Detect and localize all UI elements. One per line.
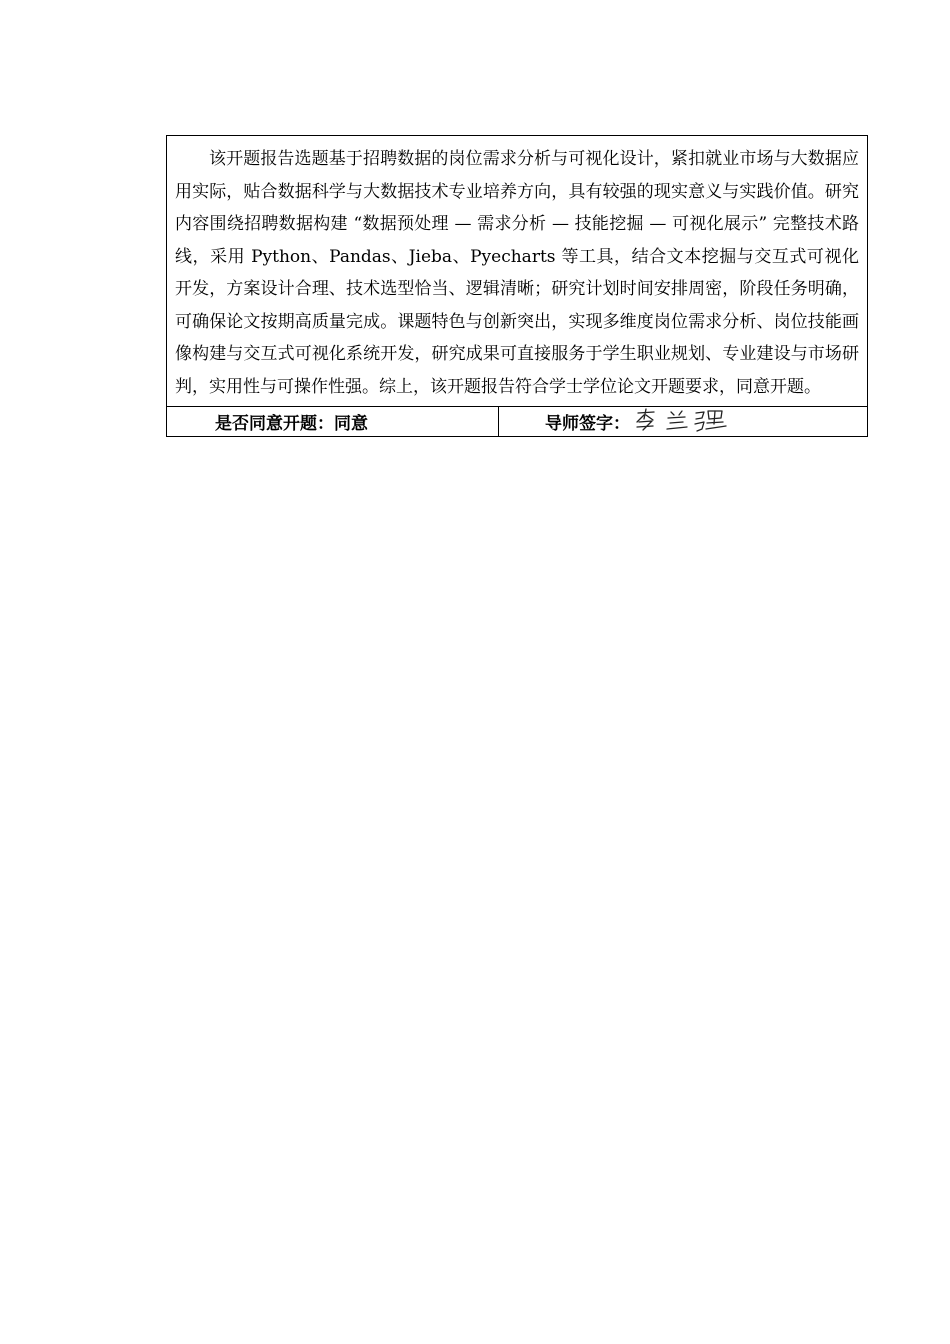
review-table bbox=[166, 135, 868, 437]
approval-cell bbox=[167, 407, 499, 436]
handwritten-signature bbox=[634, 407, 730, 433]
approval-row bbox=[167, 407, 867, 436]
signature-label: 导师签字： bbox=[545, 414, 630, 434]
approval-label: 是否同意开题： bbox=[215, 414, 334, 434]
review-comment: 该开题报告选题基于招聘数据的岗位需求分析与可视化设计，紧扣就业市场与大数据应用实际，贴合数据科学与大数据技术专业培养方向，具有较强的现实意义与实践价值。研究内容围绕招聘数据构建 “数据预处理 — 需求分析 — 技能挖掘 — 可视化展示” 完整技术路线，采用 Python、Pandas、Jieba、Pyecharts 等工具，结合文本挖掘与交互式可视化开发，方案设计合理、技术选型恰当、逻辑清晰；研究计划时间安排周密，阶段任务明确，可确保论文按期高质量完成。课题特色与创新突出，实现多维度岗位需求分析、岗位技能画像构建与交互式可视化系统开发，研究成果可直接服务于学生职业规划、专业建设与市场研判，实用性与可操作性强。综上，该开题报告符合学士学位论文开题要求，同意开题。 bbox=[175, 149, 859, 397]
comment-cell bbox=[167, 136, 867, 407]
approval-value: 同意 bbox=[334, 414, 368, 434]
signature-cell bbox=[499, 407, 867, 436]
